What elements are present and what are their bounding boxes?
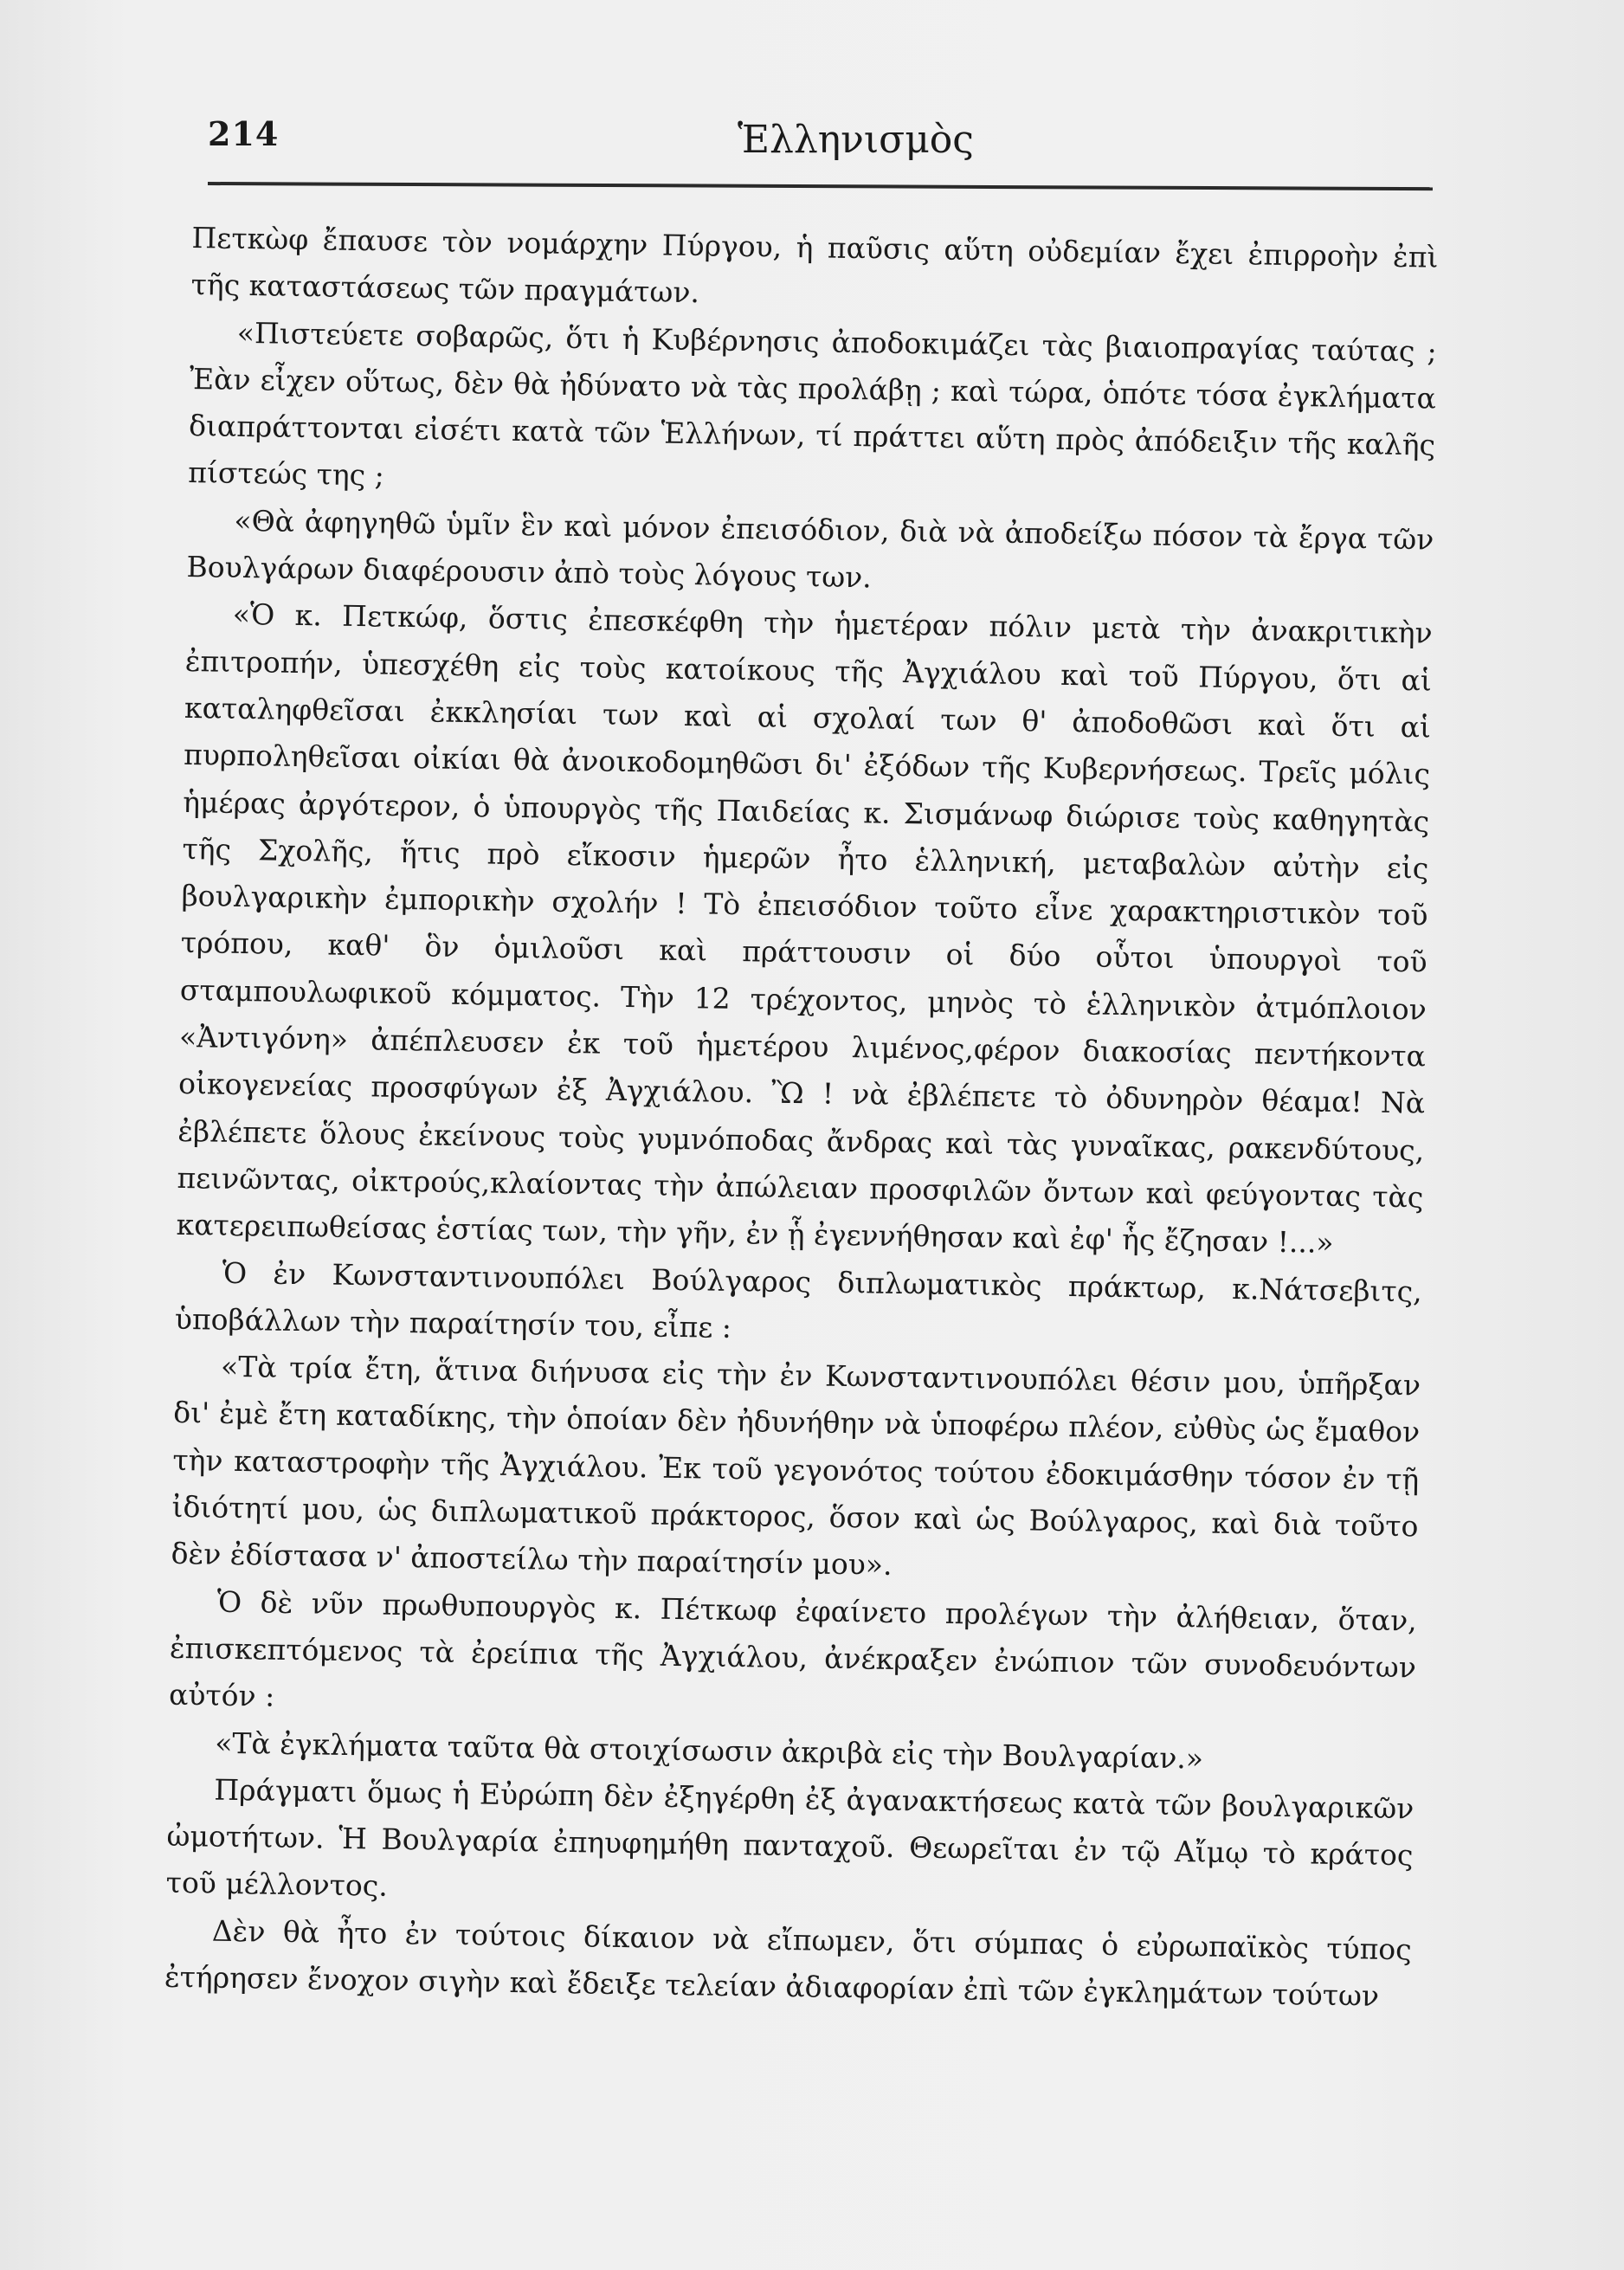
paragraph: Πετκὼφ ἔπαυσε τὸν νομάρχην Πύργου, ἡ παῦσις αὕτη οὐδεμίαν ἔχει ἐπιρροὴν ἐπὶ τῆς καταστάσεως τῶν πραγμάτων. [190, 220, 1439, 310]
paragraph: Πράγματι ὅμως ἡ Εὐρώπη δὲν ἐξηγέρθη ἐξ ἀγανακτήσεως κατὰ τῶν βουλγαρικῶν ὠμοτήτων. Ἡ Βουλγαρία ἐπηυφημήθη πανταχοῦ. Θεωρεῖται ἐν τῷ Αἴμῳ τὸ κράτος τοῦ μέλλοντος. [165, 1772, 1415, 1904]
paragraph: «Ὁ κ. Πετκώφ, ὅστις ἐπεσκέφθη τὴν ἡμετέραν πόλιν μετὰ τὴν ἀνακριτικὴν ἐπιτροπήν, ὑπεσχέθη εἰς τοὺς κατοίκους τῆς Ἀγχιάλου καὶ τοῦ Πύργου, ὅτι αἱ καταληφθεῖσαι ἐκκλησίαι των καὶ αἱ σχολαί των θ' ἀποδοθῶσι καὶ ὅτι αἱ πυρποληθεῖσαι οἰκίαι θὰ ἀνοικοδομηθῶσι δι' ἐξόδων τῆς Κυβερνήσεως. Τρεῖς μόλις ἡμέρας ἀργότερον, ὁ ὑπουργὸς τῆς Παιδείας κ. Σισμάνωφ διώρισε τοὺς καθηγητὰς τῆς Σχολῆς, ἥτις πρὸ εἴκοσιν ἡμερῶν ἦτο ἑλληνική, μεταβαλὼν αὐτὴν εἰς βουλγαρικὴν ἐμπορικὴν σχολήν ! Τὸ ἐπεισόδιον τοῦτο εἶνε χαρακτηριστικὸν τοῦ τρόπου, καθ' ὃν ὁμιλοῦσι καὶ πράττουσιν οἱ δύο οὗτοι ὑπουργοὶ τοῦ σταμπουλωφικοῦ κόμματος. Τὴν 12 τρέχοντος, μηνὸς τὸ ἑλληνικὸν ἀτμόπλοιον «Ἀντιγόνη» ἀπέπλευσεν ἐκ τοῦ ἡμετέρου λιμένος,φέρον διακοσίας πεντήκοντα οἰκογενείας προσφύγων ἐξ Ἀγχιάλου. Ὢ ! νὰ ἐβλέπετε τὸ ὀδυνηρὸν θέαμα! Νὰ ἐβλέπετε ὅλους ἐκείνους τοὺς γυμνόποδας ἄνδρας καὶ τὰς γυναῖκας, ρακενδύτους, πεινῶντας, οἰκτρούς,κλαίοντας τὴν ἀπώλειαν προσφιλῶν ὄντων καὶ φεύγοντας τὰς κατερειπωθείσας ἑστίας των, τὴν γῆν, ἐν ᾗ ἐγεννήθησαν καὶ ἐφ' ἧς ἔζησαν !...» [176, 597, 1433, 1261]
page-number: 214 [208, 114, 280, 153]
paragraph: «Πιστεύετε σοβαρῶς, ὅτι ἡ Κυβέρνησις ἀποδοκιμάζει τὰς βιαιοπραγίας ταύτας ; Ἐὰν εἶχεν οὕτως, δὲν θὰ ἠδύνατο νὰ τὰς προλάβῃ ; καὶ τώρα, ὁπότε τόσα ἐγκλήματα διαπράττονται εἰσέτι κατὰ τῶν Ἑλλήνων, τί πράττει αὕτη πρὸς ἀπόδειξιν τῆς καλῆς πίστεώς της ; [188, 315, 1438, 493]
running-title: Ἑλληνισμὸς [738, 118, 974, 162]
paragraph: Ὁ δὲ νῦν πρωθυπουργὸς κ. Πέτκωφ ἐφαίνετο προλέγων τὴν ἀλήθειαν, ὅταν, ἐπισκεπτόμενος τὰ ἐρείπια τῆς Ἀγχιάλου, ἀνέκραξεν ἐνώπιον τῶν συνοδευόντων αὐτόν : [168, 1584, 1417, 1713]
paragraph: «Θὰ ἀφηγηθῶ ὑμῖν ἓν καὶ μόνον ἐπεισόδιον, διὰ νὰ ἀποδείξω πόσον τὰ ἔργα τῶν Βουλγάρων διαφέρουσιν ἀπὸ τοὺς λόγους των. [186, 503, 1434, 595]
body-text [164, 215, 1439, 2021]
paragraph: Δὲν θὰ ἦτο ἐν τούτοις δίκαιον νὰ εἴπωμεν, ὅτι σύμπας ὁ εὐρωπαϊκὸς τύπος ἐτήρησεν ἔνοχον σιγὴν καὶ ἔδειξε τελείαν ἀδιαφορίαν ἐπὶ τῶν ἐγκλημάτων τούτων [164, 1913, 1413, 2013]
header-rule [208, 182, 1433, 190]
paragraph: «Τὰ ἐγκλήματα ταῦτα θὰ στοιχίσωσιν ἀκριβὰ εἰς τὴν Βουλγαρίαν.» [214, 1725, 1204, 1776]
paragraph: Ὁ ἐν Κωνσταντινουπόλει Βούλγαρος διπλωματικὸς πράκτωρ, κ.Νάτσεβιτς, ὑποβάλλων τὴν παραίτησίν του, εἶπε : [174, 1255, 1422, 1345]
paragraph: «Τὰ τρία ἔτη, ἅτινα διήνυσα εἰς τὴν ἐν Κωνσταντινουπόλει θέσιν μου, ὑπῆρξαν δι' ἐμὲ ἔτη καταδίκης, τὴν ὁποίαν δὲν ἠδυνήθην νὰ ὑποφέρω πλέον, εὐθὺς ὡς ἔμαθον τὴν καταστροφὴν τῆς Ἀγχιάλου. Ἐκ τοῦ γεγονότος τούτου ἐδοκιμάσθην τόσον ἐν τῇ ἰδιότητί μου, ὡς διπλωματικοῦ πράκτορος, ὅσον καὶ ὡς Βούλγαρος, καὶ διὰ τοῦτο δὲν ἐδίστασα ν' ἀποστείλω τὴν παραίτησίν μου». [171, 1349, 1421, 1583]
page-header [208, 113, 1433, 182]
